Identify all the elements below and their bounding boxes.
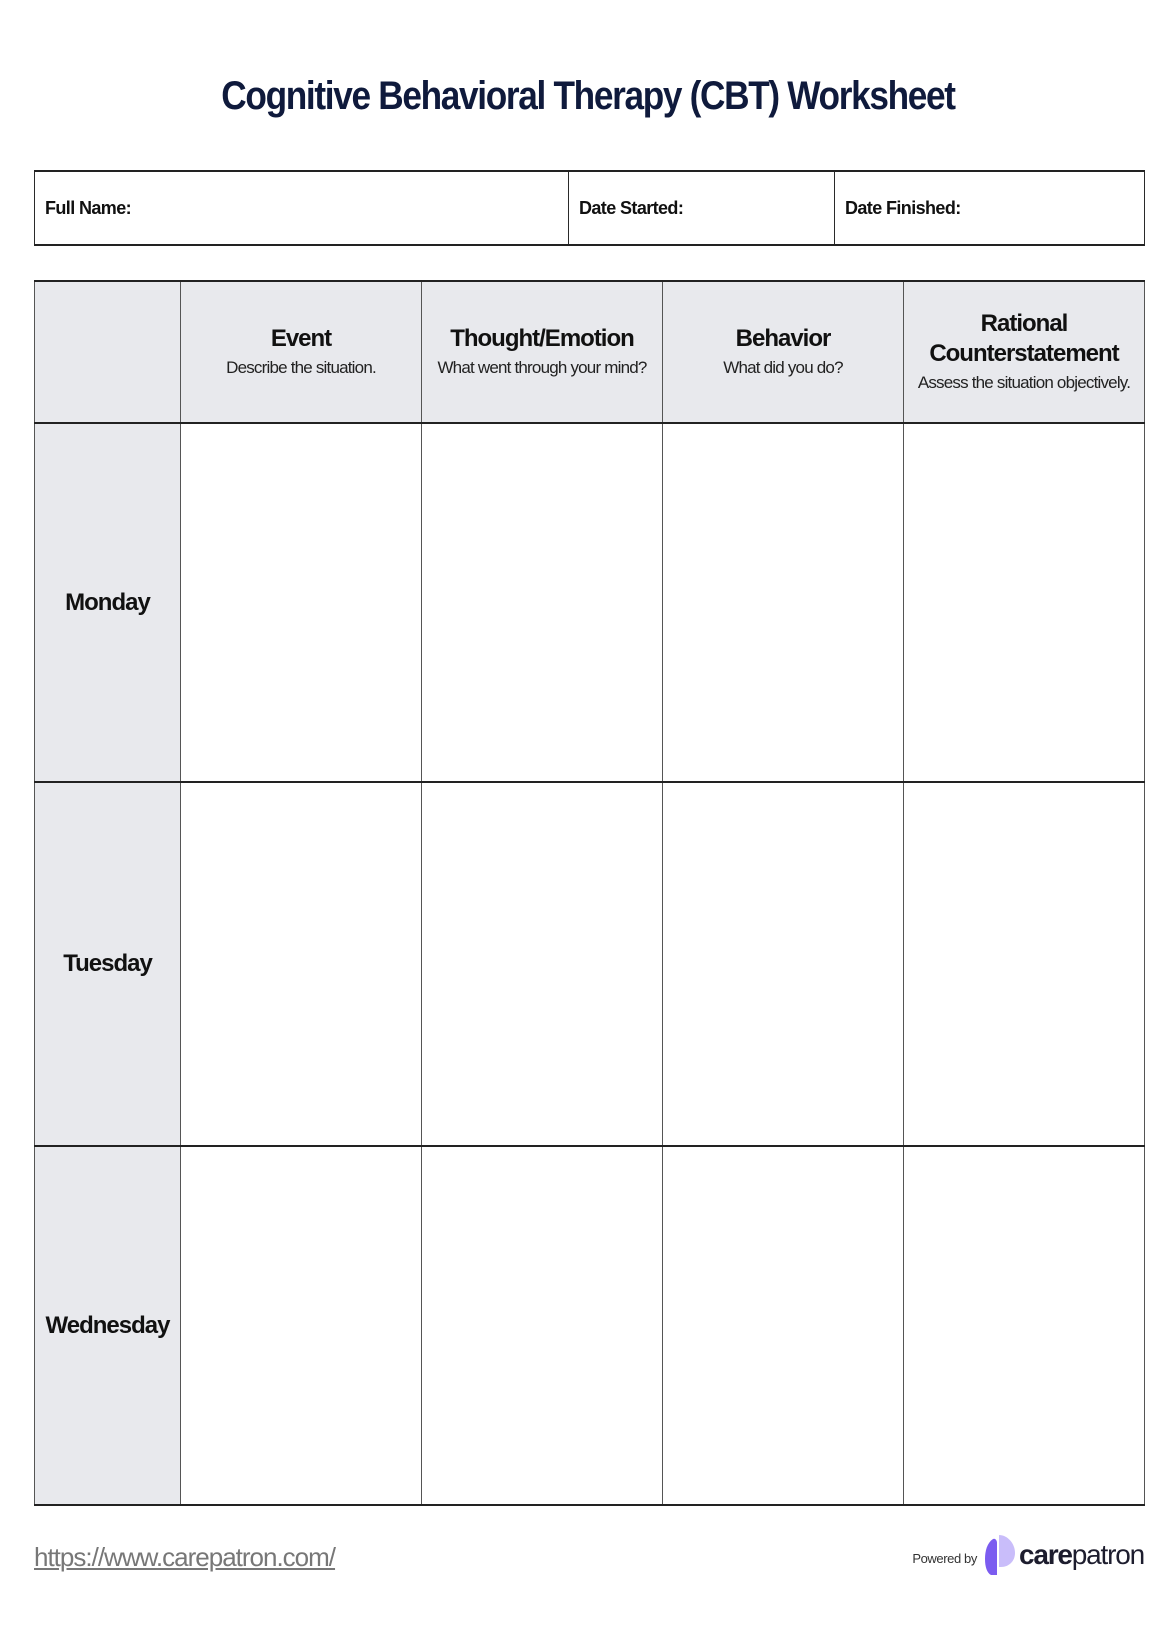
carepatron-url-link[interactable]: https://www.carepatron.com/ xyxy=(34,1542,336,1572)
wednesday-behavior-cell[interactable] xyxy=(663,1146,904,1505)
table-row-monday xyxy=(35,423,1145,782)
date-started-label: Date Started: xyxy=(579,197,684,218)
full-name-label: Full Name: xyxy=(45,197,132,218)
carepatron-wordmark xyxy=(1019,1539,1144,1571)
tuesday-event-cell[interactable] xyxy=(181,782,422,1146)
full-name-field[interactable] xyxy=(35,171,569,245)
column-subtext: What did you do? xyxy=(723,358,843,377)
day-label-tuesday: Tuesday xyxy=(35,782,181,1146)
brand-bold-text: care xyxy=(1018,1539,1072,1570)
column-subtext: Assess the situation objectively. xyxy=(917,373,1131,392)
powered-by-label: Powered by xyxy=(912,1550,977,1566)
carepatron-logo-icon xyxy=(983,1533,1017,1577)
day-label-monday: Monday xyxy=(35,423,181,782)
wednesday-counterstatement-cell[interactable] xyxy=(904,1146,1145,1505)
table-row-wednesday xyxy=(35,1146,1145,1505)
day-label-wednesday: Wednesday xyxy=(35,1146,181,1505)
page-title: Cognitive Behavioral Therapy (CBT) Worksheet xyxy=(221,74,955,118)
worksheet-table xyxy=(34,280,1145,1506)
monday-thought-cell[interactable] xyxy=(422,423,663,782)
date-started-field[interactable] xyxy=(569,171,835,245)
wednesday-event-cell[interactable] xyxy=(181,1146,422,1505)
corner-cell xyxy=(35,281,181,423)
column-header-behavior xyxy=(663,281,904,423)
column-subtext: What went through your mind? xyxy=(437,358,647,377)
column-heading: Event xyxy=(270,325,332,352)
column-header-event xyxy=(181,281,422,423)
monday-event-cell[interactable] xyxy=(181,423,422,782)
column-heading: Rational Counterstatement xyxy=(929,310,1119,367)
powered-by-badge[interactable] xyxy=(912,1533,1144,1577)
date-finished-label: Date Finished: xyxy=(845,197,961,218)
tuesday-thought-cell[interactable] xyxy=(422,782,663,1146)
monday-behavior-cell[interactable] xyxy=(663,423,904,782)
tuesday-counterstatement-cell[interactable] xyxy=(904,782,1145,1146)
date-finished-field[interactable] xyxy=(835,171,1145,245)
monday-counterstatement-cell[interactable] xyxy=(904,423,1145,782)
column-heading: Behavior xyxy=(735,325,831,352)
brand-light-text: patron xyxy=(1071,1539,1144,1570)
tuesday-behavior-cell[interactable] xyxy=(663,782,904,1146)
table-row-tuesday xyxy=(35,782,1145,1146)
info-table xyxy=(34,170,1145,246)
column-header-thought-emotion xyxy=(422,281,663,423)
column-header-rational-counterstatement xyxy=(904,281,1145,423)
column-subtext: Describe the situation. xyxy=(226,358,376,377)
column-heading: Thought/Emotion xyxy=(450,325,634,352)
wednesday-thought-cell[interactable] xyxy=(422,1146,663,1505)
